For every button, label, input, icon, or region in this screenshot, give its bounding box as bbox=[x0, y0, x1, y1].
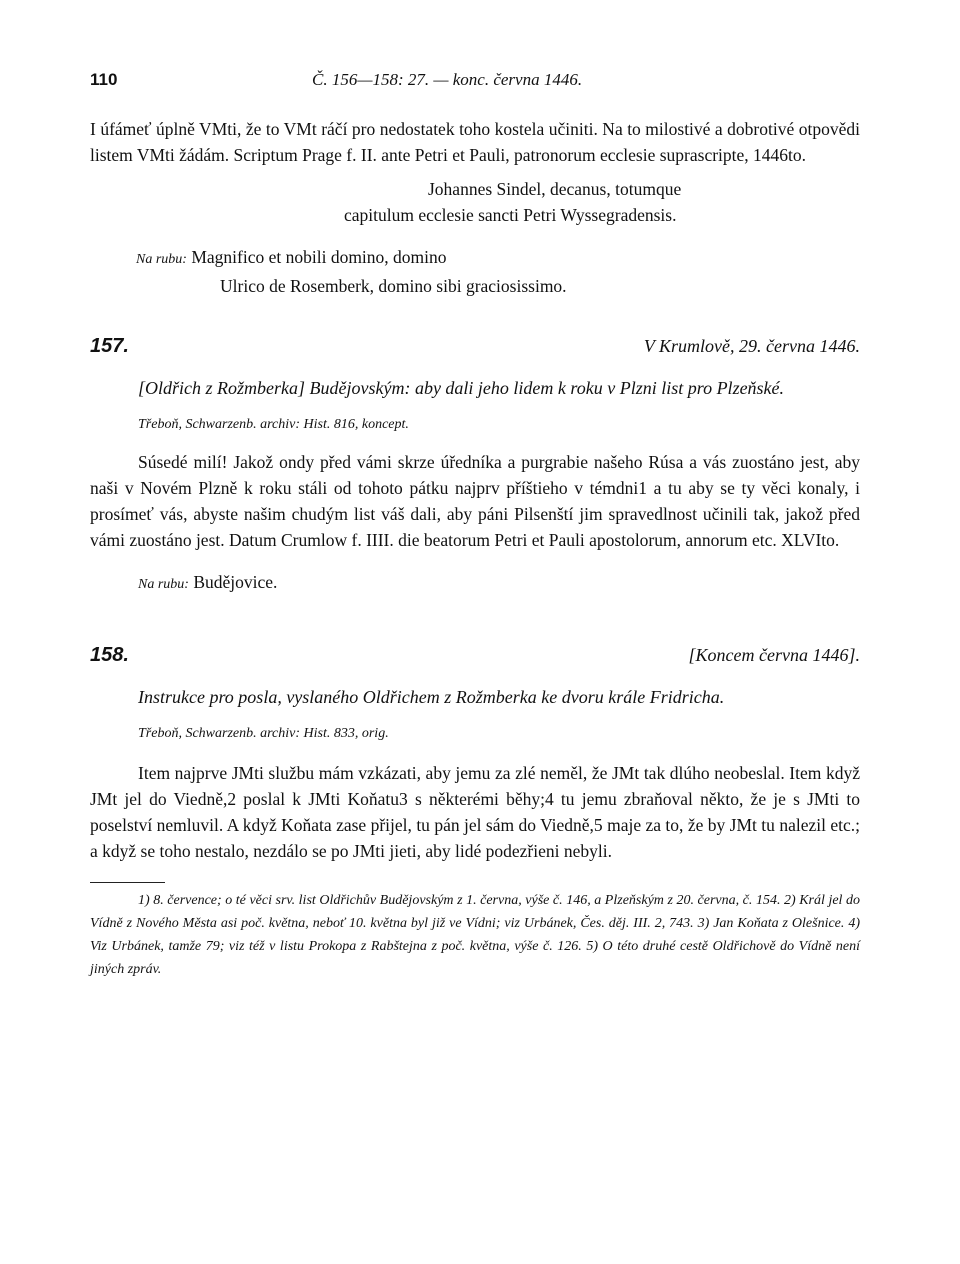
footnotes: 1) 8. července; o té věci srv. list Oldřichův Budějovským z 1. června, výše č. 146, a Plzeňským z 20. června, č. 154. 2) Král jel do Vídně z Nového Města asi poč. května, neboť 10. května byl již ve Vídni; viz Urbánek, Čes. děj. III. 2, 743. 3) Jan Koňata z Olešnice. 4) Viz Urbánek, tamže 79; viz též v listu Prokopa z Rabštejna z poč. května, výše č. 126. 5) O této druhé cestě Oldřichově do Vídně není jiných zpráv. bbox=[90, 893, 860, 977]
address-label: Na rubu: bbox=[138, 577, 189, 592]
page-header bbox=[90, 70, 860, 100]
document-number: 158. bbox=[90, 644, 129, 666]
running-title: Č. 156—158: 27. — konc. června 1446. bbox=[312, 70, 583, 89]
address-line: Ulrico de Rosemberk, domino sibi graciosissimo. bbox=[220, 276, 567, 296]
address-line: Budějovice. bbox=[193, 572, 278, 592]
signature-line: Johannes Sindel, decanus, totumque bbox=[428, 179, 682, 199]
doc158-source: Třeboň, Schwarzenb. archiv: Hist. 833, orig. bbox=[138, 726, 389, 741]
page-number: 110 bbox=[90, 70, 118, 89]
doc158-regest: Instrukce pro posla, vyslaného Oldřichem z Rožmberka ke dvoru krále Fridricha. bbox=[138, 687, 725, 707]
doc156-closing-text: I úfámeť úplně VMti, že to VMt ráčí pro nedostatek toho kostela učiniti. Na to milostivé a dobrotivé otpovědi listem VMti žádám. Scriptum Prage f. II. ante Petri et Pauli, patronorum ecclesie suprascripte, 1446to. bbox=[90, 119, 860, 165]
doc157-regest: [Oldřich z Rožmberka] Budějovským: aby dali jeho lidem k roku v Plzni list pro Plzeňské. bbox=[138, 378, 785, 398]
address-label: Na rubu: bbox=[136, 252, 187, 267]
address-line: Magnifico et nobili domino, domino bbox=[191, 247, 447, 267]
document-place-date: V Krumlově, 29. června 1446. bbox=[643, 336, 860, 356]
doc156-signature bbox=[344, 176, 860, 228]
doc157-source: Třeboň, Schwarzenb. archiv: Hist. 816, koncept. bbox=[138, 417, 409, 432]
doc158-body: Item najprve JMti službu mám vzkázati, aby jemu za zlé neměl, že JMt tak dlúho neobeslal. Item když JMt jel do Viedně,2 poslal k JMti Koňatu3 s některémi běhy;4 tu jemu zbraňoval někto, že je s JMti to poselství nemluvil. A když Koňata zase přijel, tu pán jel sám do Viedně,5 maje za to, že by JMt tu nalezil etc.; a když se toho nestalo, nezdálo se po JMti jieti, aby lidé podezřieni nebyli. bbox=[90, 763, 860, 861]
signature-line: capitulum ecclesie sancti Petri Wyssegradensis. bbox=[344, 205, 677, 225]
doc157-heading bbox=[90, 333, 860, 359]
doc158-heading bbox=[90, 642, 860, 668]
document-number: 157. bbox=[90, 335, 129, 357]
doc157-body: Súsedé milí! Jakož ondy před vámi skrze úředníka a purgrabie našeho Rúsa a vás zuostáno jest, aby naši v Novém Plzně k roku stáli od tohoto pátku najprv příštieho v témdni1 a tu aby se ty věci konaly, i prosímeť vás, abyste našim chudým list váš dali, aby páni Pilsenští jim spravedlnost učinili tak, jakož před vámi zuostáno jest. Datum Crumlow f. IIII. die beatorum Petri et Pauli apostolorum, annorum etc. XLVIto. bbox=[90, 452, 860, 550]
doc156-address bbox=[136, 244, 860, 299]
document-place-date: [Koncem června 1446]. bbox=[688, 645, 860, 665]
page bbox=[90, 70, 860, 981]
doc157-address bbox=[138, 569, 860, 598]
